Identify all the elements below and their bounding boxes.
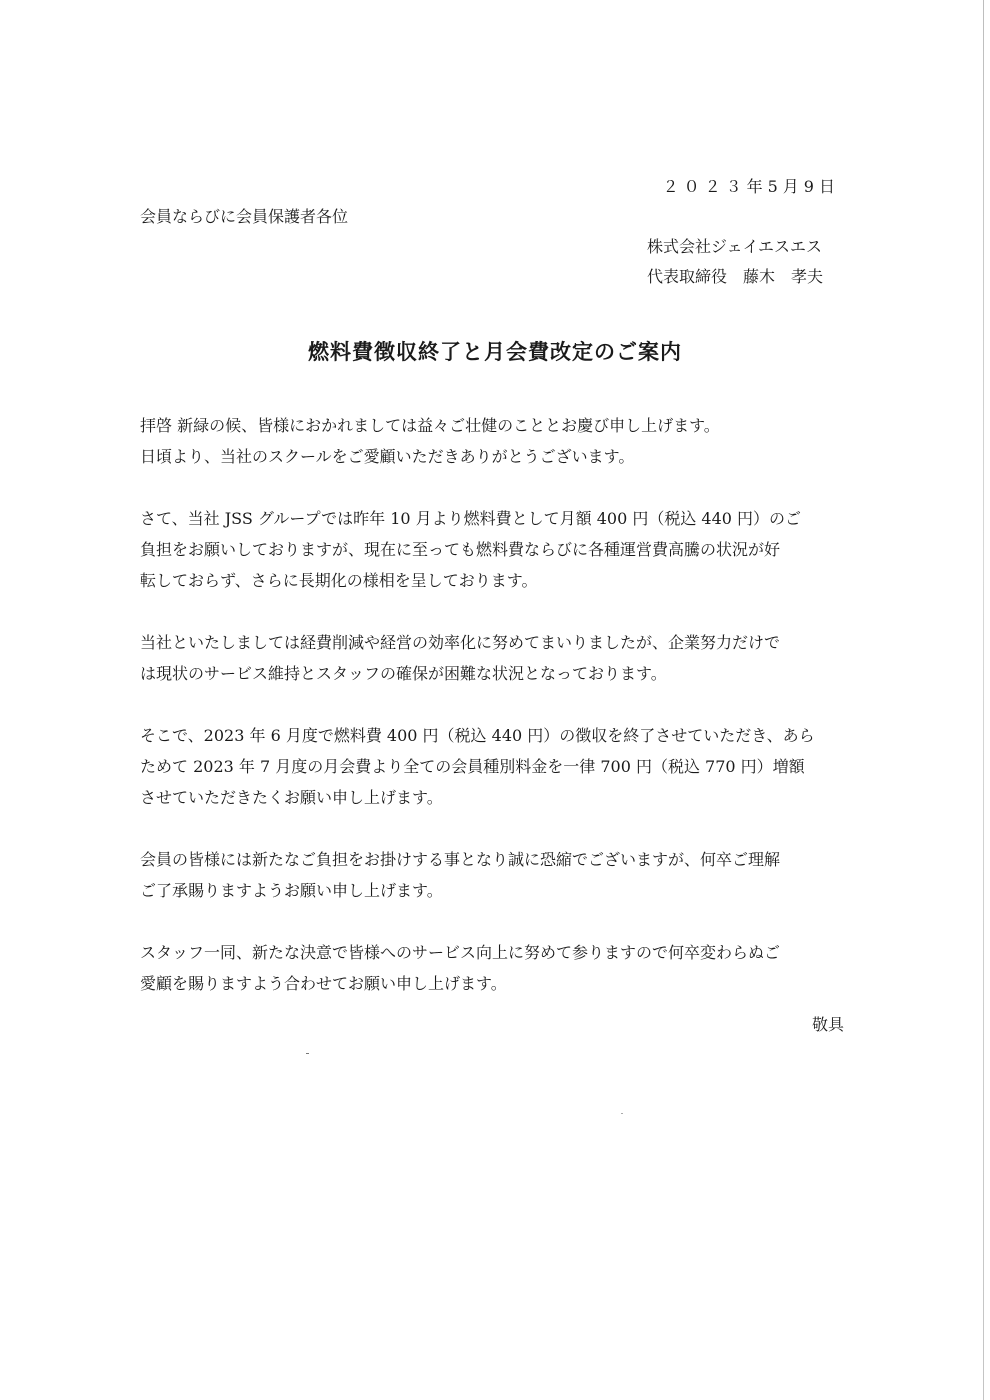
paragraph-efforts: 当社といたしましては経費削減や経営の効率化に努めてまいりましたが、企業努力だけで は現状のサービス維持とスタッフの確保が困難な状況となっております。 [140,633,781,683]
paragraph-fee-revision: そこで、2023 年 6 月度で燃料費 400 円（税込 440 円）の徴収を終了させていただき、あら ためて 2023 年 7 月度の月会費より全ての会員種別料金を一律 700 円（税込 770 円）増額 させていただきたくお願い申し上げます。 [140,726,815,807]
sender-representative: 代表取締役 藤木 孝夫 [647,267,824,286]
letter-body [140,410,860,1030]
scan-speck [306,1053,309,1054]
paragraph-commitment: スタッフ一同、新たな決意で皆様へのサービス向上に努めて参りますので何卒変わらぬご 愛顧を賜りますよう合わせてお願い申し上げます。 [140,943,781,993]
paragraph-fuel-fee: さて、当社 JSS グループでは昨年 10 月より燃料費として月額 400 円（税込 440 円）のご 負担をお願いしておりますが、現在に至っても燃料費ならびに各種運営費高騰の状況が好 転しておらず、さらに長期化の様相を呈しております。 [140,509,802,590]
closing-phrase: 敬具 [811,1015,844,1034]
sender-company: 株式会社ジェイエスエス [647,237,823,256]
letter-title: 燃料費徴収終了と月会費改定のご案内 [308,339,682,364]
paragraph-greeting: 拝啓 新緑の候、皆様におかれましては益々ご壮健のこととお慶び申し上げます。 日頃より、当社のスクールをご愛顧いただきありがとうございます。 [140,416,720,466]
scan-speck [621,1113,623,1114]
scan-edge-line [983,0,984,1400]
letter-date: ２０２３年5月9日 [662,177,840,196]
sender-block [647,232,823,292]
paragraph-apology: 会員の皆様には新たなご負担をお掛けする事となり誠に恐縮でございますが、何卒ご理解 ご了承賜りますようお願い申し上げます。 [140,850,781,900]
recipient-line: 会員ならびに会員保護者各位 [140,207,349,226]
